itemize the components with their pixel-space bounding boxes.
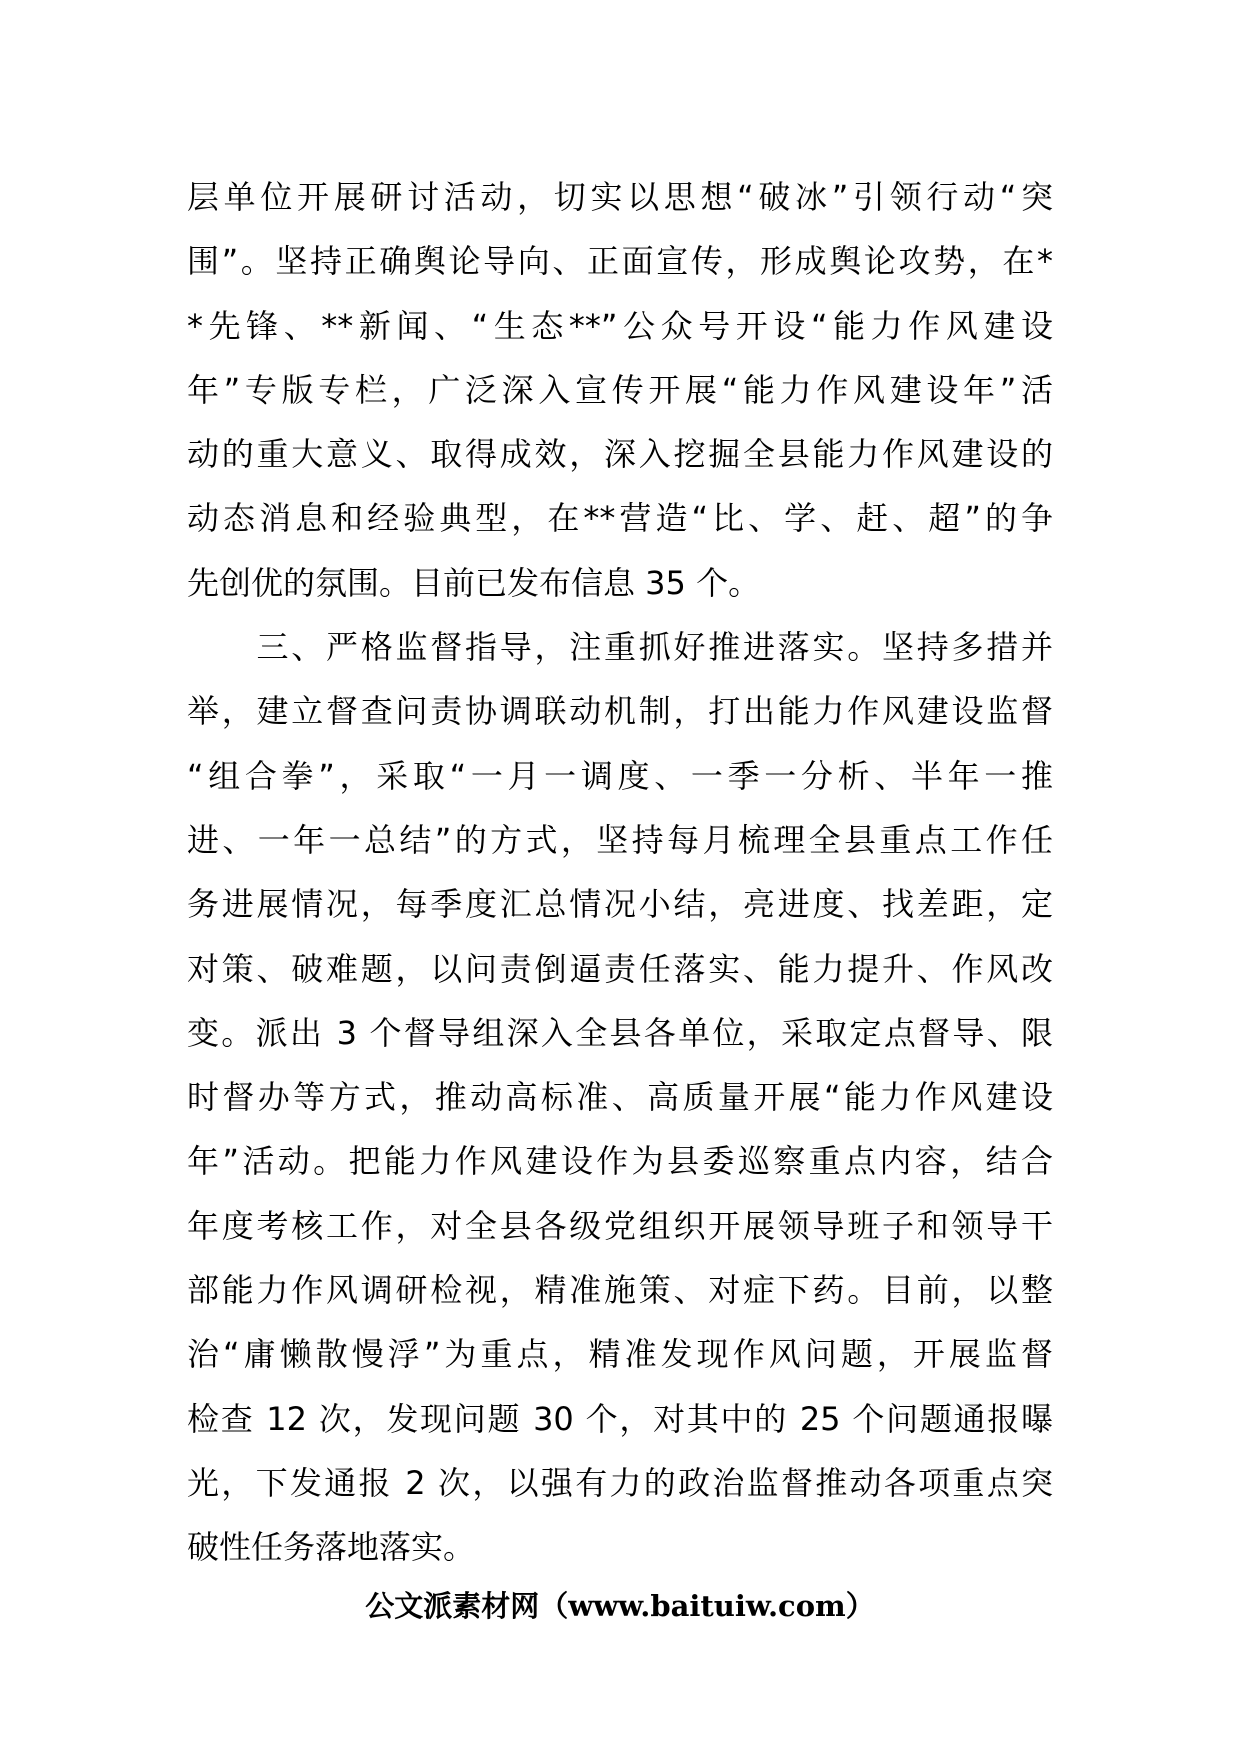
text-line: 先创优的氛围。目前已发布信息 35 个。 xyxy=(187,563,761,602)
text-line: 检查 12 次，发现问题 30 个，对其中的 25 个问题通报曝 xyxy=(187,1399,1053,1438)
text-line: 治“庸懒散慢浮”为重点，精准发现作风问题，开展监督 xyxy=(187,1335,1053,1374)
text-line: 举，建立督查问责协调联动机制，打出能力作风建设监督 xyxy=(187,692,1053,731)
text-line: 年”专版专栏，广泛深入宣传开展“能力作风建设年”活 xyxy=(187,370,1053,409)
text-line: 对策、破难题，以问责倒逼责任落实、能力提升、作风改 xyxy=(187,949,1053,988)
text-line: 时督办等方式，推动高标准、高质量开展“能力作风建设 xyxy=(187,1078,1053,1117)
text-line: “组合拳”，采取“一月一调度、一季一分析、半年一推 xyxy=(187,756,1053,795)
text-line: 年”活动。把能力作风建设作为县委巡察重点内容，结合 xyxy=(187,1142,1053,1181)
text-line: 动态消息和经验典型，在**营造“比、学、赶、超”的争 xyxy=(187,499,1053,538)
text-line: 年度考核工作，对全县各级党组织开展领导班子和领导干 xyxy=(187,1206,1053,1245)
text-line: 光，下发通报 2 次，以强有力的政治监督推动各项重点突 xyxy=(187,1463,1053,1502)
text-line: 围”。坚持正确舆论导向、正面宣传，形成舆论攻势，在* xyxy=(187,242,1053,281)
text-line: 破性任务落地落实。 xyxy=(187,1528,476,1567)
text-line: 动的重大意义、取得成效，深入挖掘全县能力作风建设的 xyxy=(187,435,1053,474)
text-line: 变。派出 3 个督导组深入全县各单位，采取定点督导、限 xyxy=(187,1013,1053,1052)
text-line: 部能力作风调研检视，精准施策、对症下药。目前，以整 xyxy=(187,1271,1053,1310)
text-line: *先锋、**新闻、“生态**”公众号开设“能力作风建设 xyxy=(187,306,1053,345)
document-body xyxy=(187,165,1053,1580)
text-line: 进、一年一总结”的方式，坚持每月梳理全县重点工作任 xyxy=(187,820,1053,859)
footer-source-note: 公文派素材网（www.baituiw.com） xyxy=(365,1589,875,1623)
text-line: 层单位开展研讨活动，切实以思想“破冰”引领行动“突 xyxy=(187,178,1053,216)
text-line: 务进展情况，每季度汇总情况小结，亮进度、找差距，定 xyxy=(187,885,1053,924)
section-heading-line: 三、严格监督指导，注重抓好推进落实。坚持多措并 xyxy=(187,628,1053,667)
